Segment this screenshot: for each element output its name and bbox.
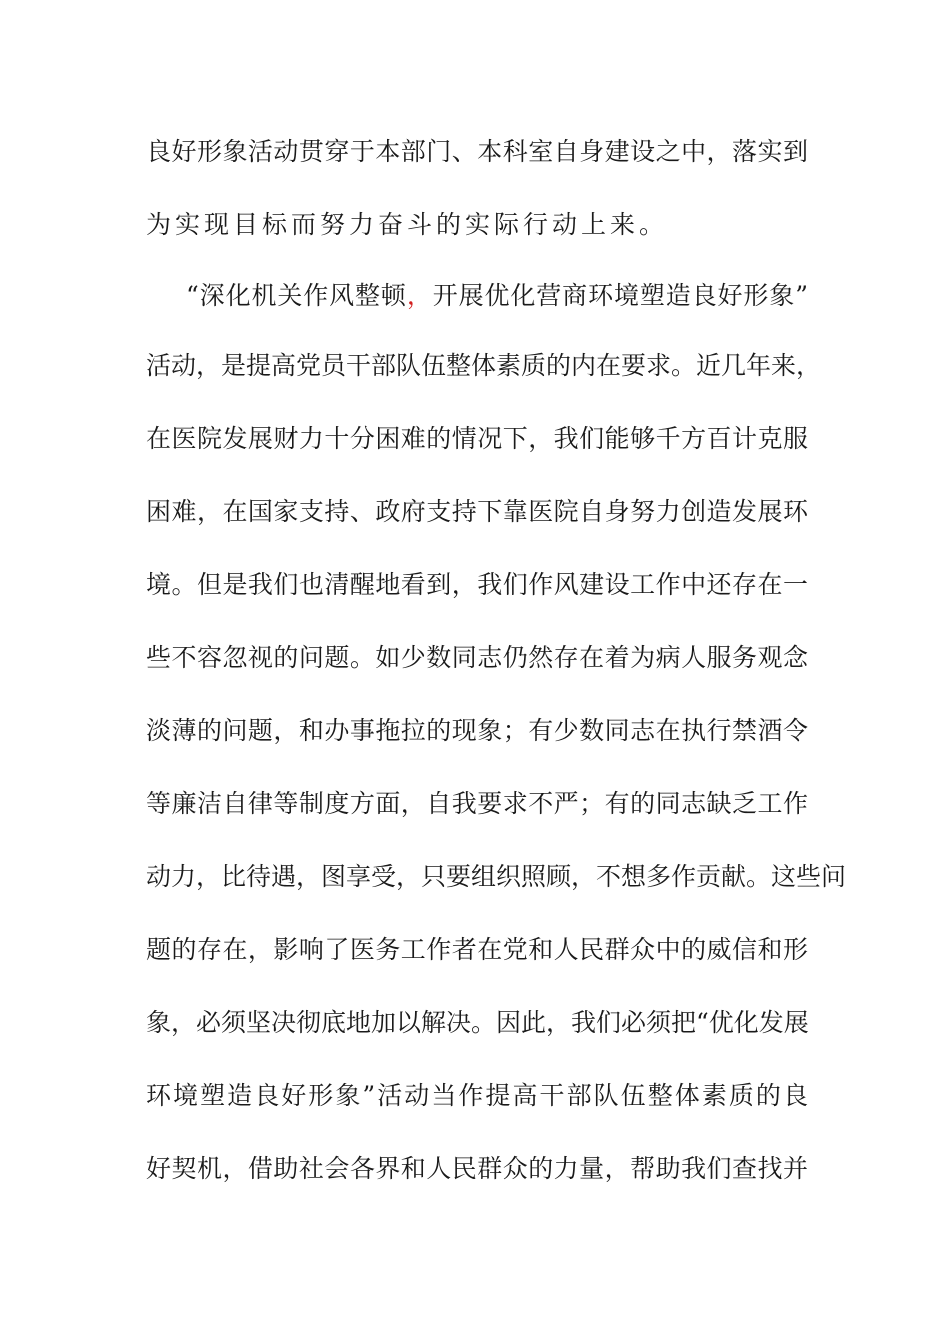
text-line-6: 困难，在国家支持、政府支持下靠医院自身努力创造发展环 <box>146 497 808 526</box>
text-line-3b: 开展优化营商环境塑造良好形象” <box>432 281 808 310</box>
text-line-8: 些不容忽视的问题。如少数同志仍然存在着为病人服务观念 <box>146 643 808 672</box>
text-line-7: 境。但是我们也清醒地看到，我们作风建设工作中还存在一 <box>146 570 808 599</box>
text-line-11: 动力，比待遇，图享受，只要组织照顾，不想多作贡献。这些问 <box>146 862 847 891</box>
text-line-15: 好契机，借助社会各界和人民群众的力量，帮助我们查找并 <box>146 1154 808 1183</box>
text-line-3a: “深化机关作风整顿 <box>186 281 407 310</box>
text-line-14: 环境塑造良好形象”活动当作提高干部队伍整体素质的良 <box>146 1081 808 1110</box>
text-line-10: 等廉洁自律等制度方面，自我要求不严；有的同志缺乏工作 <box>146 789 808 818</box>
red-comma: ， <box>406 281 433 310</box>
text-line-1: 良好形象活动贯穿于本部门、本科室自身建设之中，落实到 <box>146 137 808 166</box>
text-line-5: 在医院发展财力十分困难的情况下，我们能够千方百计克服 <box>146 424 808 453</box>
text-line-12: 题的存在，影响了医务工作者在党和人民群众中的威信和形 <box>146 935 808 964</box>
text-line-13: 象，必须坚决彻底地加以解决。因此，我们必须把“优化发展 <box>146 1008 809 1037</box>
text-line-4: 活动，是提高党员干部队伍整体素质的内在要求。近几年来， <box>146 351 822 380</box>
text-line-9: 淡薄的问题，和办事拖拉的现象；有少数同志在执行禁酒令 <box>146 716 808 745</box>
text-line-2: 为实现目标而努力奋斗的实际行动上来。 <box>146 210 669 239</box>
paragraph-2-first-line <box>186 276 808 316</box>
